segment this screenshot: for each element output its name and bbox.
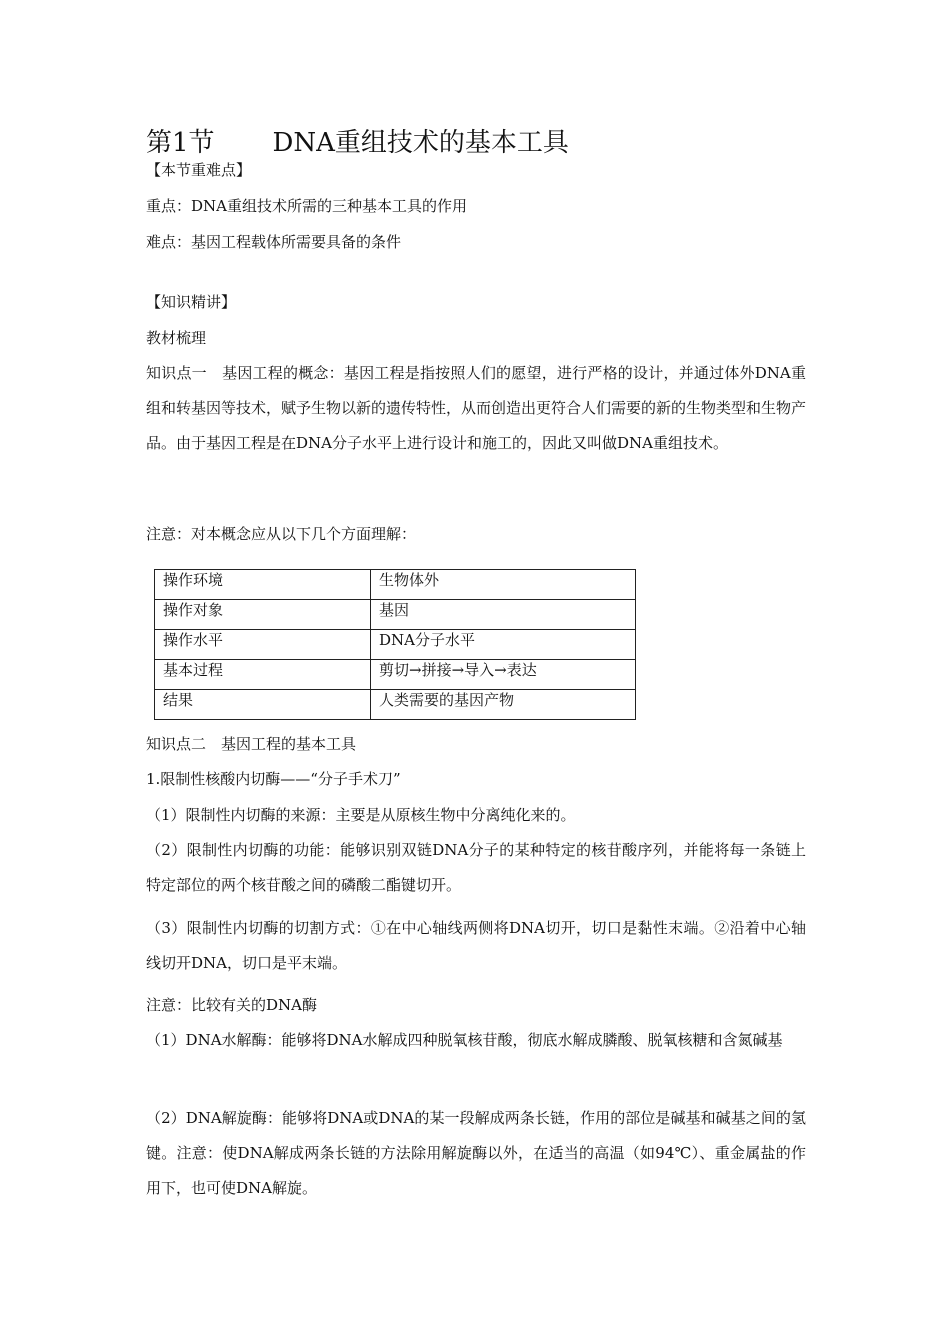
note2: 注意：比较有关的DNA酶 bbox=[146, 996, 317, 1014]
table-value: DNA分子水平 bbox=[371, 630, 636, 660]
item1-cut-method: （3）限制性内切酶的切割方式：①在中心轴线两侧将DNA切开，切口是黏性末端。②沿着中心轴线切开DNA，切口是平末端。 bbox=[146, 919, 806, 972]
table-key: 基本过程 bbox=[155, 660, 371, 690]
table-row bbox=[155, 630, 636, 660]
item1-source: （1）限制性内切酶的来源：主要是从原核生物中分离纯化来的。 bbox=[146, 806, 576, 824]
knowledge-heading: 【知识精讲】 bbox=[146, 293, 237, 311]
difficult-point: 难点：基因工程载体所需要具备的条件 bbox=[146, 233, 402, 251]
section-number: 第1节 bbox=[146, 128, 215, 158]
table-value: 剪切→拼接→导入→表达 bbox=[371, 660, 636, 690]
note2-hydrolase: （1）DNA水解酶：能够将DNA水解成四种脱氧核苷酸，彻底水解成膦酸、脱氧核糖和含氮碱基 bbox=[146, 1031, 783, 1049]
section-name: DNA重组技术的基本工具 bbox=[272, 128, 569, 158]
point1-paragraph: 知识点一 基因工程的概念：基因工程是指按照人们的愿望，进行严格的设计，并通过体外DNA重组和转基因等技术，赋予生物以新的遗传特性，从而创造出更符合人们需要的新的生物类型和生物产品。由于基因工程是在DNA分子水平上进行设计和施工的，因此又叫做DNA重组技术。 bbox=[146, 364, 807, 452]
table-row bbox=[155, 600, 636, 630]
key-point: 重点：DNA重组技术所需的三种基本工具的作用 bbox=[146, 197, 467, 215]
point2-heading: 知识点二 基因工程的基本工具 bbox=[146, 735, 357, 753]
table-key: 结果 bbox=[155, 690, 371, 720]
table-value: 人类需要的基因产物 bbox=[371, 690, 636, 720]
table-key: 操作水平 bbox=[155, 630, 371, 660]
table-key: 操作环境 bbox=[155, 570, 371, 600]
table-key: 操作对象 bbox=[155, 600, 371, 630]
section-title bbox=[146, 126, 569, 160]
item1-heading: 1.限制性核酸内切酶——“分子手术刀” bbox=[146, 770, 401, 788]
note2-helicase: （2）DNA解旋酶：能够将DNA或DNA的某一段解成两条长链，作用的部位是碱基和碱基之间的氢键。注意：使DNA解成两条长链的方法除用解旋酶以外，在适当的高温（如94℃）、重金属盐的作用下，也可使DNA解旋。 bbox=[146, 1109, 806, 1197]
table-value: 基因 bbox=[371, 600, 636, 630]
concept-table bbox=[154, 569, 636, 720]
table-value: 生物体外 bbox=[371, 570, 636, 600]
table-row bbox=[155, 690, 636, 720]
knowledge-subheading: 教材梳理 bbox=[146, 329, 207, 347]
focus-heading: 【本节重难点】 bbox=[146, 161, 252, 179]
note1: 注意：对本概念应从以下几个方面理解： bbox=[146, 525, 417, 543]
table-row bbox=[155, 570, 636, 600]
item1-function: （2）限制性内切酶的功能：能够识别双链DNA分子的某种特定的核苷酸序列，并能将每一条链上特定部位的两个核苷酸之间的磷酸二酯键切开。 bbox=[146, 841, 806, 894]
table-row bbox=[155, 660, 636, 690]
